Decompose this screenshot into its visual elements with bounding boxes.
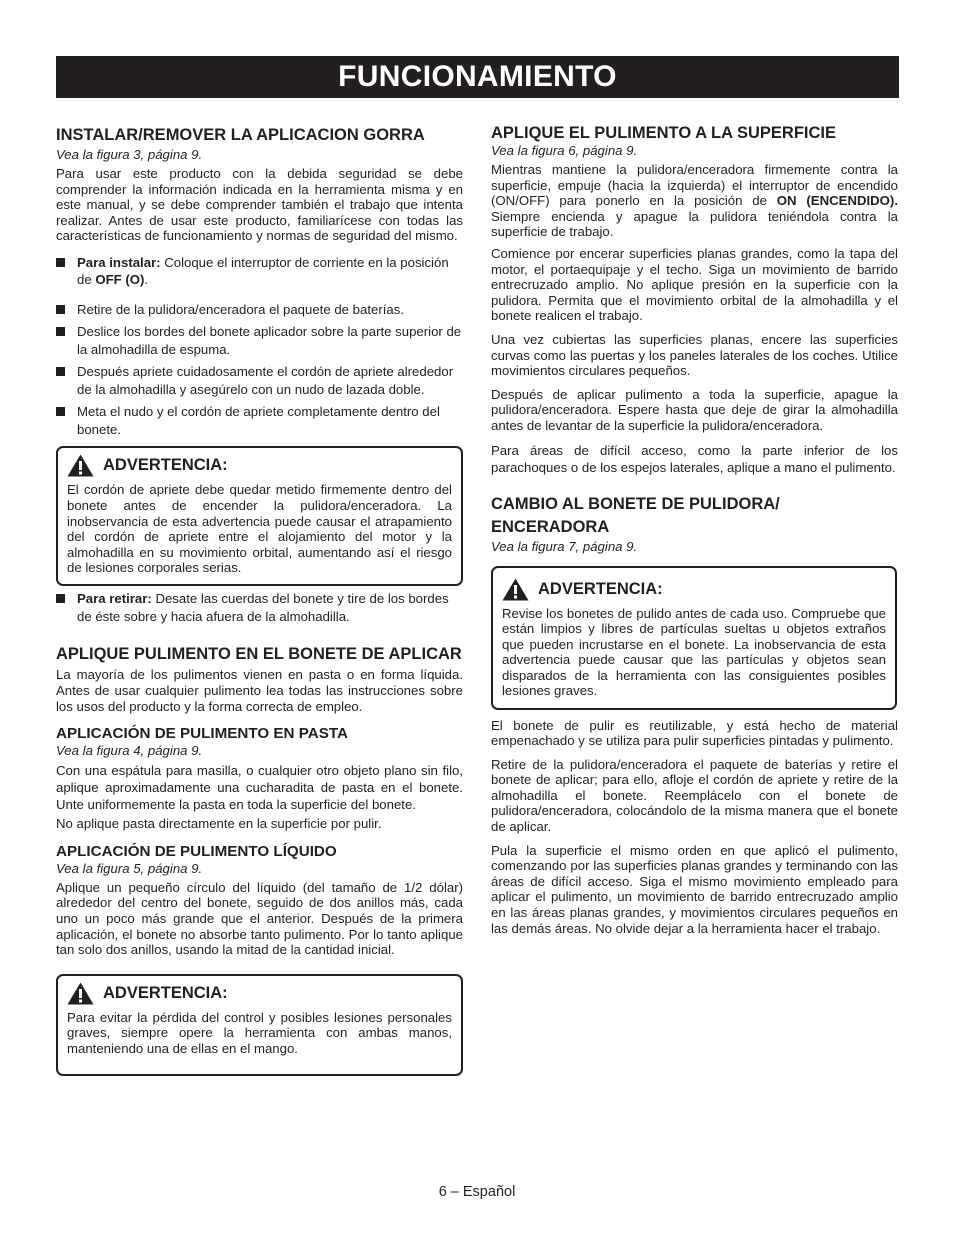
paragraph: Una vez cubiertas las superficies planas, encere las superficies curvas como las puertas y los paneles laterales de los coches. Utilice movimientos circulares pequeños. bbox=[491, 331, 898, 379]
warning-triangle-icon bbox=[67, 982, 94, 1005]
warning-title: ADVERTENCIA: bbox=[103, 456, 228, 475]
bullet-text: Coloque el interruptor de corriente en la posición de bbox=[77, 254, 449, 288]
paragraph: Pula la superficie el mismo orden en que aplicó el pulimento, comenzando por las superficies planas grandes y terminando con las áreas de difícil acceso. Siga el mismo movimiento empleado para aplicar el pulimento, un movimiento de barrido entrecruzado amplio en las áreas planas grandes, y movimientos circulares pequeños en las demás áreas. No olvide dejar a la herramienta hacer el trabajo. bbox=[491, 842, 898, 936]
paragraph: Aplique un pequeño círculo del líquido (del tamaño de 1/2 dólar) alrededor del centro del bonete, seguido de dos anillos más, cada uno un poco más grande que el anterior. Después de la primera aplicación, el bonete no absorbe tanto pulimento. Por lo tanto aplique tan solo dos anillos, usando la mitad de la cantidad inicial. bbox=[56, 879, 463, 958]
right-column bbox=[491, 122, 898, 942]
section-heading-change-bonnet: CAMBIO AL BONETE DE PULIDORA/ ENCERADORA bbox=[491, 494, 780, 536]
list-item bbox=[56, 323, 463, 358]
list-item bbox=[56, 403, 463, 438]
install-steps-list bbox=[56, 254, 463, 439]
paragraph bbox=[491, 162, 898, 240]
list-item bbox=[56, 590, 463, 625]
section-heading-apply-bonnet: APLIQUE PULIMENTO EN EL BONETE DE APLICAR bbox=[56, 645, 462, 664]
bullet-text: Desate las cuerdas del bonete y tire de los bordes de éste sobre y hacia afuera de la almohadilla. bbox=[77, 591, 449, 624]
list-item bbox=[56, 301, 463, 319]
bullet-text: Después apriete cuidadosamente el cordón de apriete alrededor de la almohadilla y asegúrelo con un nudo de lazada doble. bbox=[77, 364, 454, 397]
section-heading-apply-surface: APLIQUE EL PULIMENTO A LA SUPERFICIE bbox=[491, 124, 837, 142]
remove-steps-list bbox=[56, 590, 463, 625]
bullet-text: Retire de la pulidora/enceradora el paquete de baterías. bbox=[77, 301, 404, 317]
paragraph: La mayoría de los pulimentos vienen en pasta o en forma líquida. Antes de usar cualquier pulimento lea todas las instrucciones sobre los usos del producto y la forma correcta de empleo. bbox=[56, 667, 463, 714]
paragraph: No aplique pasta directamente en la superficie por pulir. bbox=[56, 816, 382, 832]
warning-title: ADVERTENCIA: bbox=[103, 983, 228, 1002]
bullet-text: Deslice los bordes del bonete aplicador sobre la parte superior de la almohadilla de espuma. bbox=[77, 324, 462, 357]
paragraph: Con una espátula para masilla, o cualquier otro objeto plano sin filo, aplique aproximadamente una cucharadita de pasta en el bonete. Unte uniformemente la pasta en toda la superficie del bonete. bbox=[56, 763, 463, 813]
bullet-square-icon bbox=[56, 367, 65, 376]
bullet-square-icon bbox=[56, 407, 65, 416]
paragraph: Comience por encerar superficies planas grandes, como la tapa del motor, el portaequipaje y el techo. Siga un movimiento de barrido entrecruzado amplio. No aplique presión en la superficie con la pulidora. Permita que el movimiento orbital de la almohadilla y el bonete realicen el trabajo. bbox=[491, 245, 898, 324]
figure-reference: Vea la figura 3, página 9. bbox=[56, 147, 203, 162]
warning-text: El cordón de apriete debe quedar metido firmemente dentro del bonete antes de encender la pulidora/enceradora. La inobservancia de esta advertencia puede causar el atrapamiento del cordón de apriete entre el alojamiento del motor y la almohadilla en su movimiento orbital, aumentando así el riesgo de lesiones corporales serias. bbox=[67, 482, 452, 576]
warning-triangle-icon bbox=[67, 454, 94, 477]
warning-triangle-icon bbox=[502, 578, 529, 601]
bullet-square-icon bbox=[56, 305, 65, 314]
warning-text: Para evitar la pérdida del control y posibles lesiones personales graves, siempre opere la herramienta con ambas manos, manteniendo una de ellas en el mango. bbox=[67, 1009, 452, 1056]
warning-header bbox=[67, 982, 452, 1005]
bullet-lead: Para retirar: bbox=[77, 591, 152, 607]
bullet-text-end: . bbox=[144, 272, 149, 288]
section-heading-install: INSTALAR/REMOVER LA APLICACION GORRA bbox=[56, 126, 425, 144]
warning-text: Revise los bonetes de pulido antes de cada uso. Compruebe que están limpios y libres de partículas sueltas u objetos extraños que pueden incrustarse en el bonete. La inobservancia de esta advertencia puede causar que las partículas y objetos sean disparados de la herramienta con las consiguientes posibles lesiones graves. bbox=[502, 605, 886, 699]
bullet-bold: OFF (O) bbox=[95, 272, 145, 288]
bullet-square-icon bbox=[56, 327, 65, 336]
paragraph: Para áreas de difícil acceso, como la parte inferior de los parachoques o de los espejos laterales, aplique a mano el pulimento. bbox=[491, 442, 898, 475]
list-item bbox=[56, 363, 463, 398]
figure-reference: Vea la figura 6, página 9. bbox=[491, 143, 638, 158]
list-item bbox=[56, 254, 463, 289]
paragraph-text: Mientras mantiene la pulidora/enceradora firmemente contra la superficie, empuje (hacia la izquierda) el interruptor de encendido (ON/OFF) para ponerlo en la posición de bbox=[491, 162, 898, 209]
bullet-text: Meta el nudo y el cordón de apriete completamente dentro del bonete. bbox=[77, 404, 440, 437]
bullet-square-icon bbox=[56, 258, 65, 267]
warning-box bbox=[56, 446, 463, 586]
warning-box bbox=[56, 974, 463, 1076]
paragraph-text: Siempre encienda y apague la pulidora teniéndola contra la superficie de trabajo. bbox=[491, 208, 898, 240]
subsection-heading-liquid: APLICACIÓN DE PULIMENTO LÍQUIDO bbox=[56, 842, 337, 860]
page-title: FUNCIONAMIENTO bbox=[338, 60, 617, 93]
warning-header bbox=[502, 578, 886, 601]
figure-reference: Vea la figura 7, página 9. bbox=[491, 538, 638, 554]
paragraph-bold: ON (ENCENDIDO). bbox=[776, 193, 898, 209]
intro-paragraph: Para usar este producto con la debida seguridad se debe comprender la información indicada en la herramienta misma y en este manual, y se debe comprender también el trabajo que intenta realizar. Antes de usar este producto, familiarícese con todas las características de funcionamiento y normas de seguridad del mismo. bbox=[56, 166, 463, 244]
page-title-banner bbox=[56, 56, 899, 98]
paragraph: El bonete de pulir es reutilizable, y está hecho de material empenachado y se utiliza para pulir superficies pintadas y pulimento. bbox=[491, 717, 898, 749]
bullet-lead: Para instalar: bbox=[77, 254, 161, 270]
warning-title: ADVERTENCIA: bbox=[538, 579, 663, 598]
figure-reference: Vea la figura 5, página 9. bbox=[56, 860, 203, 876]
left-column bbox=[56, 124, 463, 1076]
warning-box bbox=[491, 566, 897, 710]
paragraph: Después de aplicar pulimento a toda la superficie, apague la pulidora/enceradora. Espere hasta que deje de girar la almohadilla antes de levantar de la superficie la pulidora/enceradora. bbox=[491, 386, 898, 433]
warning-header bbox=[67, 454, 452, 477]
page-number: 6 – Español bbox=[438, 1184, 516, 1200]
figure-reference: Vea la figura 4, página 9. bbox=[56, 743, 203, 759]
bullet-square-icon bbox=[56, 594, 65, 603]
subsection-heading-paste: APLICACIÓN DE PULIMENTO EN PASTA bbox=[56, 725, 348, 743]
paragraph: Retire de la pulidora/enceradora el paquete de baterías y retire el bonete de aplicar; para ello, afloje el cordón de apriete y retire de la almohadilla el bonete. Reemplácelo con el bonete de pulidora/enceradora, colocándolo de la misma manera que el bonete de aplicar. bbox=[491, 756, 898, 835]
